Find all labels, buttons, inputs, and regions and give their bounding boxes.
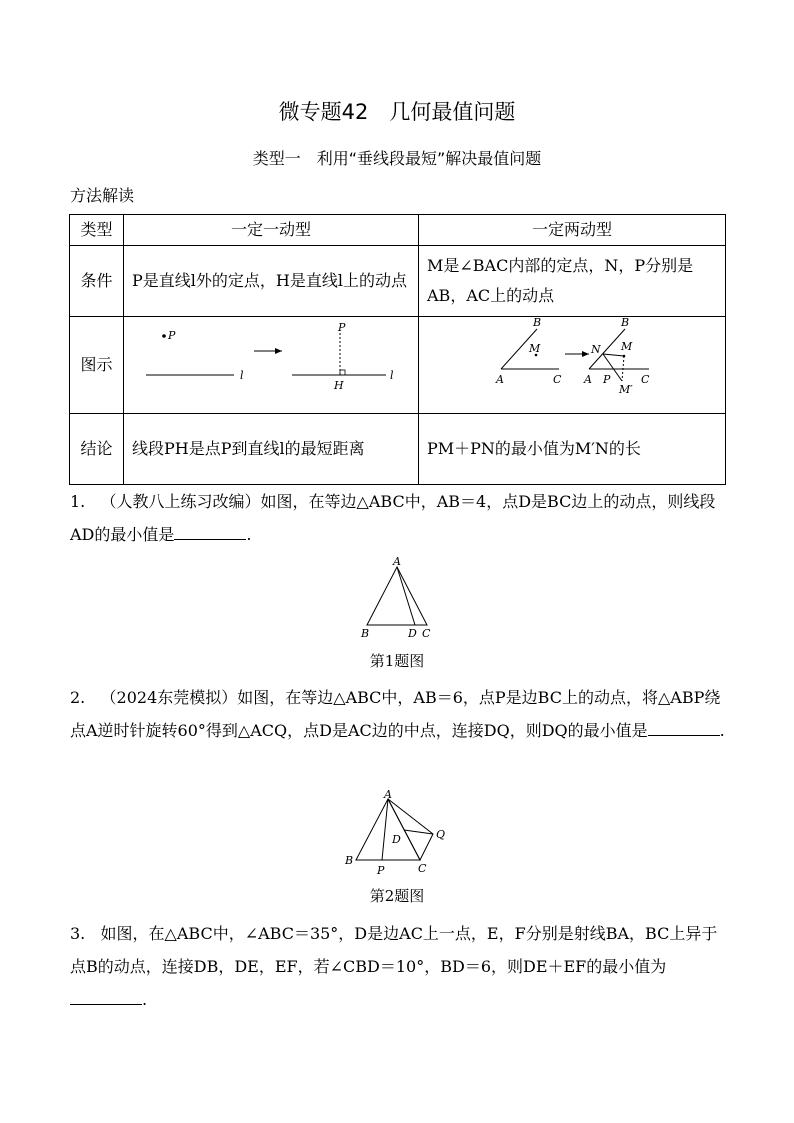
answer-blank-2[interactable] [648, 719, 720, 736]
svg-text:C: C [641, 373, 650, 386]
svg-text:A: A [584, 373, 592, 386]
question-1-text: 如图，在等边△ABC中，AB＝4，点D是BC边上的动点，则线段AD的最小值是 [70, 492, 716, 544]
svg-text:l: l [390, 369, 394, 382]
conclusion-two-moving-text: PM＋PN的最小值为M′N的长 [427, 439, 641, 458]
svg-text:A: A [384, 790, 392, 801]
condition-one-moving-text: P是直线l外的定点，H是直线l上的动点 [132, 271, 407, 290]
figure-question-2 [340, 790, 452, 882]
conclusion-two-moving [419, 414, 726, 485]
svg-text:P: P [168, 329, 176, 342]
svg-text:B: B [361, 627, 370, 640]
svg-text:C: C [553, 373, 562, 386]
svg-text:P: P [603, 373, 611, 386]
svg-text:B: B [345, 854, 354, 867]
figure-two-moving [419, 317, 726, 414]
svg-text:M′: M′ [619, 383, 633, 396]
question-1 [70, 485, 730, 551]
page-title: 微专题42 几何最值问题 [278, 100, 516, 124]
condition-two-moving [419, 246, 726, 317]
svg-text:C: C [422, 627, 431, 640]
figure-question-1 [355, 555, 439, 641]
caption-question-2: 第2题图 [369, 887, 425, 905]
question-1-source: （人教八上练习改编） [100, 492, 261, 511]
svg-text:P: P [377, 864, 385, 877]
question-3-text: 如图，在△ABC中，∠ABC＝35°，D是边AC上一点，E，F分别是射线BA，BC上异于点B的动点，连接DB，DE，EF，若∠CBD＝10°，BD＝6，则DE＋EF的最小值为 [70, 924, 718, 976]
svg-text:A: A [496, 373, 504, 386]
conclusion-one-moving [124, 414, 419, 485]
svg-text:l: l [240, 369, 244, 382]
question-1-number: 1. [70, 492, 86, 511]
section-subtitle: 类型一 利用“垂线段最短”解决最值问题 [252, 149, 542, 168]
question-2-source: （2024东莞模拟） [100, 688, 238, 707]
method-table [69, 214, 726, 485]
svg-text:P: P [338, 321, 346, 334]
condition-one-moving [124, 246, 419, 317]
table-header-one-moving: 一定一动型 [124, 215, 419, 246]
answer-blank-3[interactable] [70, 988, 142, 1005]
svg-text:M: M [529, 342, 541, 355]
conclusion-one-moving-text: 线段PH是点P到直线l的最短距离 [132, 439, 365, 458]
method-label: 方法解读 [70, 186, 135, 205]
svg-text:D: D [392, 833, 401, 846]
answer-blank-1[interactable] [174, 523, 246, 540]
svg-text:Q: Q [436, 828, 446, 841]
row-label-conclusion: 结论 [70, 414, 124, 485]
question-2-number: 2. [70, 688, 86, 707]
svg-text:B: B [621, 317, 630, 329]
svg-text:A: A [393, 555, 401, 568]
question-3-number: 3. [70, 924, 86, 943]
question-2-end: . [719, 721, 725, 740]
question-2-text: 如图，在等边△ABC中，AB＝6，点P是边BC上的动点，将△ABP绕点A逆时针旋转60°得到△ACQ，点D是AC边的中点，连接DQ，则DQ的最小值是 [70, 688, 721, 740]
table-header-two-moving: 一定两动型 [419, 215, 726, 246]
svg-text:H: H [334, 379, 344, 392]
condition-two-moving-text: M是∠BAC内部的定点，N，P分别是AB，AC上的动点 [427, 256, 694, 305]
svg-text:D: D [408, 627, 417, 640]
figure-one-moving [124, 317, 419, 414]
svg-text:M: M [621, 340, 633, 353]
question-3-end: . [142, 990, 148, 1009]
question-3 [70, 917, 730, 1016]
question-2 [70, 681, 730, 747]
figure-reflection [419, 317, 725, 403]
row-label-condition: 条件 [70, 246, 124, 317]
table-header-type: 类型 [70, 215, 124, 246]
row-label-figure: 图示 [70, 317, 124, 414]
figure-perpendicular [124, 317, 418, 403]
caption-question-1: 第1题图 [369, 652, 425, 670]
svg-text:B: B [533, 317, 542, 329]
svg-text:N: N [591, 343, 601, 356]
question-1-end: . [246, 525, 252, 544]
svg-text:C: C [418, 862, 427, 875]
